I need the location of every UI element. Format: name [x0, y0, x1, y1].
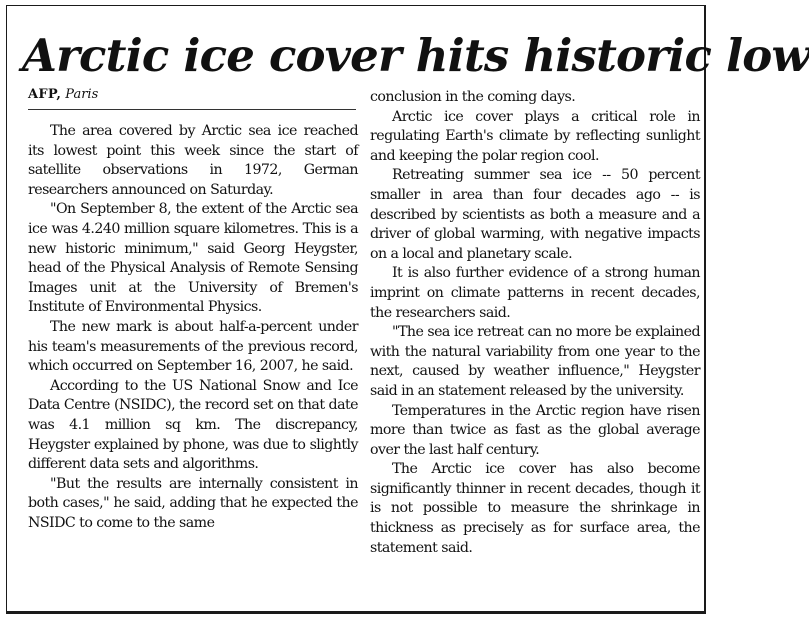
- headline: Arctic ice cover hits historic low: [22, 29, 809, 82]
- paragraph: "On September 8, the extent of the Arctic sea ice was 4.240 million square kilometres. This is a new historic minimum," said Georg Heygster, head of the Physical Analysis of Remote Sensing Images unit at the University of Bremen's Institute of Environmental Physics.: [28, 201, 358, 316]
- article-column-2: [370, 88, 700, 558]
- paragraph: Temperatures in the Arctic region have risen more than twice as fast as the global average over the last half century.: [370, 402, 700, 458]
- article-column-1: [28, 122, 358, 533]
- byline: [28, 87, 98, 102]
- paragraph: Arctic ice cover plays a critical role in regulating Earth's climate by reflecting sunlight and keeping the polar region cool.: [370, 108, 700, 164]
- paragraph-continuation: conclusion in the coming days.: [370, 89, 576, 105]
- paragraph: The Arctic ice cover has also become significantly thinner in recent decades, though it is not possible to measure the shrinkage in thickness as precisely as for surface area, the statement said.: [370, 461, 700, 556]
- paragraph: "But the results are internally consistent in both cases," he said, adding that he expected the NSIDC to come to the same: [28, 475, 358, 531]
- byline-agency: AFP,: [28, 87, 62, 102]
- paragraph: It is also further evidence of a strong human imprint on climate patterns in recent decades, the researchers said.: [370, 265, 700, 321]
- paragraph: The new mark is about half-a-percent under his team's measurements of the previous record, which occurred on September 16, 2007, he said.: [28, 318, 358, 375]
- paragraph: Retreating summer sea ice -- 50 percent smaller in area than four decades ago -- is described by scientists as both a measure and a driver of global warming, with negative impacts on a local and planetary scale.: [370, 167, 700, 262]
- byline-divider: [28, 109, 356, 110]
- paragraph: The area covered by Arctic sea ice reached its lowest point this week since the start of satellite observations in 1972, German researchers announced on Saturday.: [28, 123, 358, 198]
- byline-location: Paris: [65, 87, 99, 102]
- paragraph: According to the US National Snow and Ice Data Centre (NSIDC), the record set on that date was 4.1 million sq km. The discrepancy, Heygster explained by phone, was due to slightly different data sets and algorithms.: [28, 377, 358, 473]
- paragraph: "The sea ice retreat can no more be explained with the natural variability from one year to the next, caused by weather influence," Heygster said in an statement released by the university.: [370, 324, 700, 399]
